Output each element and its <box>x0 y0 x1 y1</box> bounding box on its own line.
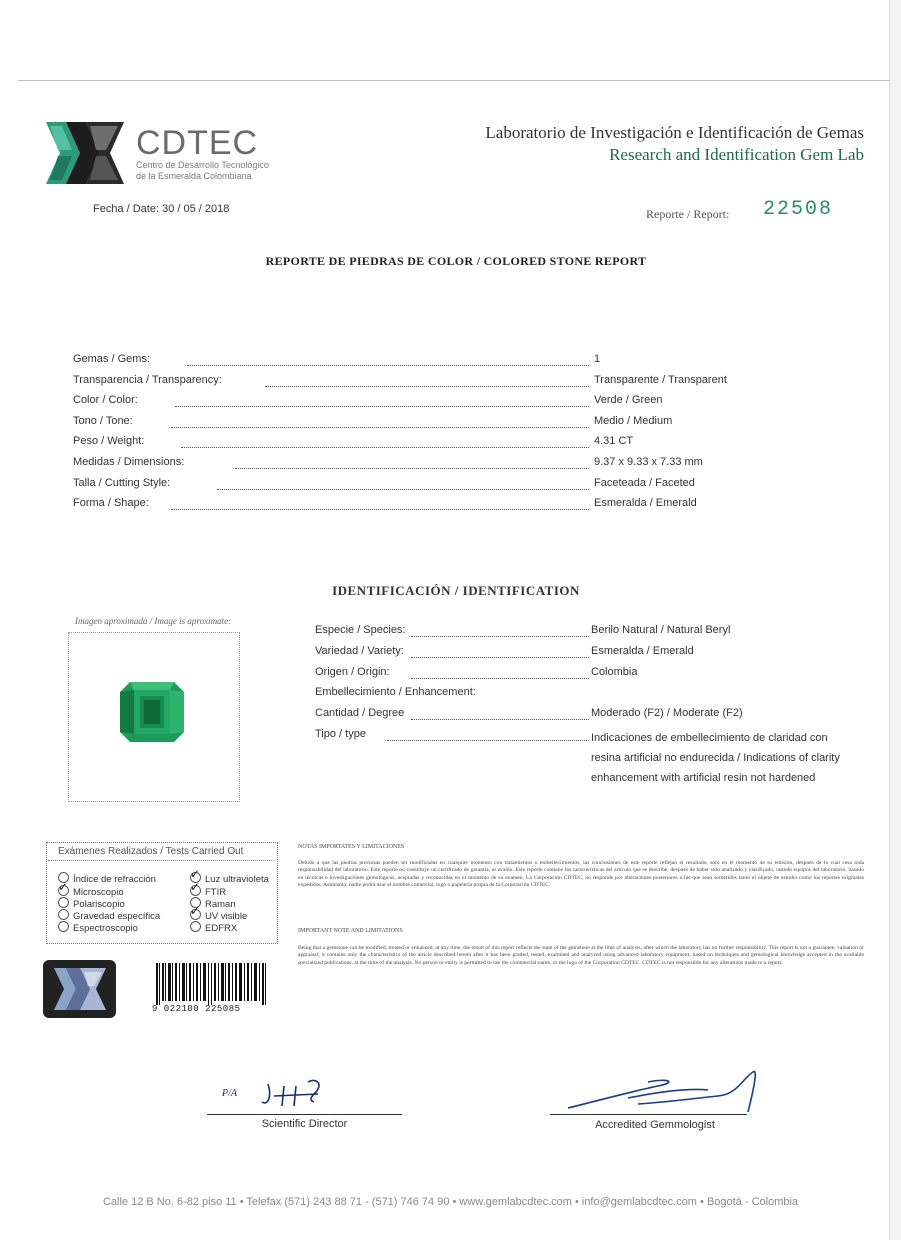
leader-dots <box>411 707 589 720</box>
test-uv-visible: ✓UV visible <box>190 909 247 922</box>
page-edge-shadow <box>889 0 901 1240</box>
lab-title <box>485 122 864 166</box>
ident-row-enhancement <box>315 686 855 706</box>
hologram-logo-icon <box>50 964 110 1014</box>
signature-label-right: Accredited Gemmologist <box>595 1119 715 1131</box>
notes-heading-es: NOTAS IMPORTATES Y LIMITACIONES <box>298 844 405 850</box>
emerald-stone-image <box>120 682 184 742</box>
detail-row-color <box>73 394 833 414</box>
detail-row-dimensions <box>73 456 833 476</box>
tests-heading: Exámenes Realizados / Tests Carried Out <box>58 846 244 857</box>
ident-row-variety <box>315 645 855 665</box>
detail-row-cutting-style <box>73 477 833 497</box>
lab-title-es: Laboratorio de Investigación e Identificación de Gemas <box>485 123 864 142</box>
logo-subtitle <box>136 160 269 182</box>
detail-label: Peso / Weight: <box>73 435 145 447</box>
report-label: Reporte / Report: <box>646 207 730 221</box>
detail-row-shape <box>73 497 833 517</box>
date-line <box>93 203 229 215</box>
notes-text-es: Debido a que las piedras preciosas pueden ser modificadas en cualquier momento con tratamientos o embellecimientos, las conclusiones de este reporte reflejan el resultado, solo en el momento de su emisión, después de lo cual cesa toda responsabilidad del laboratorio. Este reporte no constituye un certificado de garantía, ni avalúo. Este reporte contiene las características del artículo que se describe, después de haber sido analizado y clasificado, usando equipos del laboratorio, basado en técnicas e investigaciones gemológicas, aceptadas y reconocidas en el momento de su examen. La Corporación CDTEC, no responde por alteraciones posteriores a las que sean sometidos tanto el objeto de estudio como los reportes originales expedidos. Asimismo, nadie podrá usar el nombre comercial, logo o papelería propia de la Corporación CDTEC. <box>298 860 864 888</box>
test-specific-gravity: Gravedad específica <box>58 909 160 922</box>
detail-row-transparency <box>73 374 833 394</box>
detail-value: Faceteada / Faceted <box>594 477 695 489</box>
detail-value: Esmeralda / Emerald <box>594 497 697 509</box>
test-edfrx: EDFRX <box>190 921 237 934</box>
checkmark-icon <box>190 909 201 920</box>
detail-value: Verde / Green <box>594 394 663 406</box>
ident-type-value: Indicaciones de embellecimiento de claridad con resina artificial no endurecida / Indications of clarity enhancement with artificial resin not hardened <box>591 732 840 784</box>
notes-text-en: Being that a gemstone can be modified, treated or enhanced, at any time, the result of this report reflects the state of the gemstone at the time of analysis, after which the laboratory has no further responsibility. This report is not a guarantee, valuation or appraisal; it contains only the characteristics of the article described herein after it has been graded, tested, examined and analyzed using advanced laboratory equipment, based on techniques and gemological knowledge accepted in the available specialized publications, at the time of the analysis. No person or entity is permitted to use the commercial name, or the logo of the Corporation CDTEC. CDTEC is not responsible for any alterations made to a report. <box>298 945 864 966</box>
test-polariscope: Polariscopio <box>58 897 125 910</box>
ident-value: Moderado (F2) / Moderate (F2) <box>591 707 743 719</box>
leader-dots <box>265 374 589 387</box>
sheet-top-edge <box>18 80 890 81</box>
leader-dots <box>387 728 589 741</box>
ident-label: Embellecimiento / Enhancement: <box>315 686 476 698</box>
ident-label: Cantidad / Degree <box>315 707 405 719</box>
signature-line-right <box>550 1114 747 1115</box>
detail-label: Medidas / Dimensions: <box>73 456 185 468</box>
date-value: 30 / 05 / 2018 <box>162 203 230 215</box>
detail-value: 4.31 CT <box>594 435 634 447</box>
notes-heading-en: IMPORTANT NOTE AND LIMITATIONS <box>298 928 403 934</box>
detail-row-weight <box>73 435 833 455</box>
leader-dots <box>187 353 589 366</box>
unchecked-circle-icon <box>58 897 69 908</box>
date-label: Fecha / Date: <box>93 203 160 215</box>
test-spectroscope: Espectroscopio <box>58 921 138 934</box>
test-ultraviolet: ✓Luz ultravioleta <box>190 872 269 885</box>
ident-label: Especie / Species: <box>315 624 406 636</box>
signature-scientific-director <box>258 1076 338 1112</box>
detail-label: Color / Color: <box>73 394 138 406</box>
leader-dots <box>217 477 589 490</box>
cdtec-logo-icon <box>46 122 124 184</box>
leader-dots <box>171 497 589 510</box>
leader-dots <box>181 435 589 448</box>
leader-dots <box>175 394 589 407</box>
signature-gemmologist <box>568 1068 768 1118</box>
ident-value: Berilo Natural / Natural Beryl <box>591 624 731 636</box>
unchecked-circle-icon <box>58 909 69 920</box>
detail-row-gems <box>73 353 833 373</box>
pa-mark: P/A <box>222 1088 237 1099</box>
detail-value: Transparente / Transparent <box>594 374 727 386</box>
footer-contact: Calle 12 B No. 6-82 piso 11 • Telefax (571) 243 88 71 - (571) 746 74 90 • www.gemlabcdtec.com • info@gemlabcdtec.com • Bogotá - Colombia <box>102 1196 799 1208</box>
unchecked-circle-icon <box>190 921 201 932</box>
detail-label: Tono / Tone: <box>73 415 133 427</box>
ident-label: Origen / Origin: <box>315 666 390 678</box>
detail-label: Gemas / Gems: <box>73 353 151 365</box>
barcode-number: 9 022100 225085 <box>152 1004 241 1014</box>
ident-value: Esmeralda / Emerald <box>591 645 694 657</box>
test-raman: Raman <box>190 897 236 910</box>
logo-subtitle-line2: de la Esmeralda Colombiana <box>136 171 252 181</box>
detail-row-tone <box>73 415 833 435</box>
logo-wordmark: CDTEC <box>136 124 259 162</box>
detail-label: Forma / Shape: <box>73 497 149 509</box>
checkmark-icon <box>58 885 69 896</box>
barcode <box>156 963 268 1005</box>
detail-value: 9.37 x 9.33 x 7.33 mm <box>594 456 703 468</box>
detail-value: 1 <box>594 353 601 365</box>
signature-label-left: Scientific Director <box>261 1118 348 1130</box>
image-caption: Imagen aproximada / Image is aproximate: <box>75 616 232 626</box>
ident-label: Variedad / Variety: <box>315 645 404 657</box>
detail-label: Talla / Cutting Style: <box>73 477 171 489</box>
ident-row-species <box>315 624 855 644</box>
detail-value: Medio / Medium <box>594 415 673 427</box>
ident-row-origin <box>315 666 855 686</box>
leader-dots <box>411 666 589 679</box>
leader-dots <box>411 645 589 658</box>
report-number: 22508 <box>763 198 834 221</box>
leader-dots <box>411 624 589 637</box>
leader-dots <box>171 415 589 428</box>
lab-title-en: Research and Identification Gem Lab <box>609 145 864 164</box>
identification-title: IDENTIFICACIÓN / IDENTIFICATION <box>332 583 580 598</box>
test-microscope: ✓Microscopio <box>58 885 124 898</box>
signature-line-left <box>207 1114 402 1115</box>
report-title: REPORTE DE PIEDRAS DE COLOR / COLORED STONE REPORT <box>265 254 647 268</box>
test-refractive-index: Índice de refracción <box>58 872 156 885</box>
ident-label: Tipo / type <box>315 728 366 740</box>
ident-row-degree <box>315 707 855 727</box>
test-ftir: ✓FTIR <box>190 885 226 898</box>
logo-subtitle-line1: Centro de Desarrollo Tecnológico <box>136 160 269 170</box>
unchecked-circle-icon <box>58 921 69 932</box>
tests-divider <box>48 860 274 861</box>
detail-label: Transparencia / Transparency: <box>73 374 222 386</box>
leader-dots <box>235 456 589 469</box>
checkmark-icon <box>190 885 201 896</box>
ident-value: Colombia <box>591 666 638 678</box>
